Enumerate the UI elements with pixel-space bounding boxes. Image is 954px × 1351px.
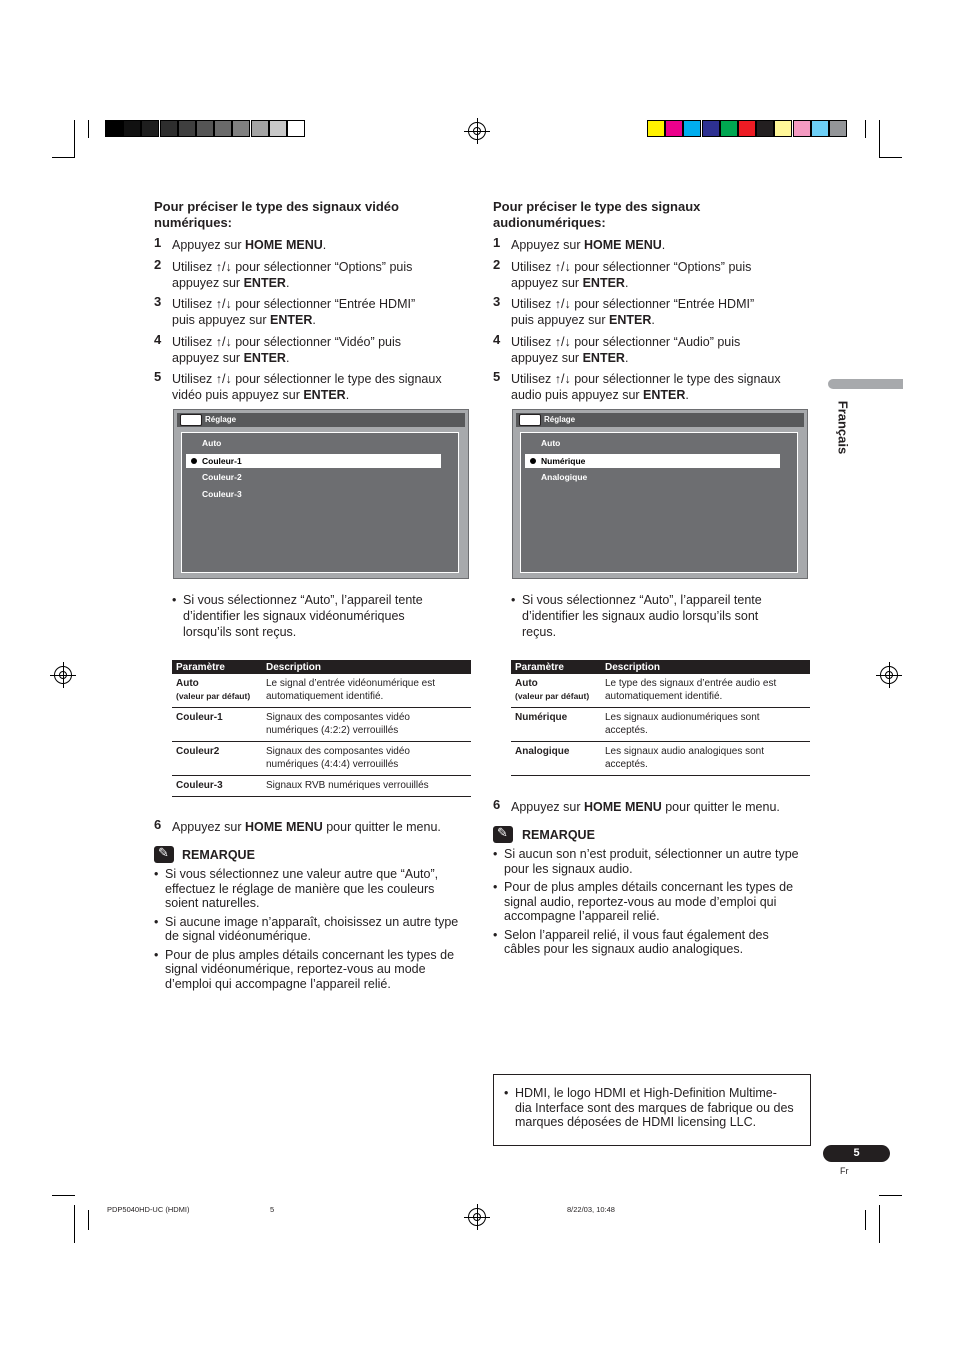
color-swatch [232,120,250,137]
screen-title-bar [516,413,804,427]
remarque-note: • Si aucun son n’est produit, sélectionner un autre type pour les signaux audio. [493,847,799,876]
screen-options-panel [520,432,798,573]
color-swatch [720,120,738,137]
screen-options-panel [181,432,459,573]
registration-mark-top-icon [468,122,486,140]
color-swatch [287,120,305,137]
menu-option[interactable]: Auto [202,438,222,448]
table-header: Description [262,660,471,674]
footer-date: 8/22/03, 10:48 [567,1205,615,1214]
trademark-box: • HDMI, le logo HDMI et High-Definition Multime- dia Interface sont des marques de fabrique ou des marques déposées de HDMI licensing LLC. [493,1074,811,1146]
color-swatch [251,120,269,137]
remarque-note: • Si aucune image n’apparaît, choisissez un autre type de signal vidéonumérique. [154,914,459,943]
left-settings-screen [173,409,469,579]
remarque-note-icon [154,846,174,863]
right-settings-screen [512,409,808,579]
settings-icon [519,414,541,426]
registration-mark-bottom-icon [468,1208,486,1226]
side-language-label: Français [835,400,851,455]
menu-option[interactable]: Numérique [525,454,780,468]
table-header: Paramètre [172,660,262,674]
screen-title: Réglage [205,415,237,424]
menu-option[interactable]: Auto [541,438,561,448]
color-swatch [665,120,683,137]
color-swatch [738,120,756,137]
side-language-tab [828,379,903,389]
color-swatch [793,120,811,137]
registration-mark-right-icon [880,666,898,684]
left-heading: Pour préciser le type des signaux vidéo numériques: [154,199,399,230]
footer-file: PDP5040HD-UC (HDMI) [107,1205,190,1214]
remarque-note: • Pour de plus amples détails concernant les types de signal audio, reportez-vous au mode d’emploi qui accompagne l’appareil relié. [493,880,794,923]
color-swatch [702,120,720,137]
color-swatch [269,120,287,137]
left-remarque-heading: REMARQUE [182,848,255,862]
menu-option[interactable]: Analogique [541,472,588,482]
right-remarque-heading: REMARQUE [522,828,595,842]
footer-page: 5 [270,1205,275,1214]
color-swatch [160,120,178,137]
menu-option[interactable]: Couleur-2 [202,472,242,482]
screen-title-bar [177,413,465,427]
page-number-badge [823,1145,890,1162]
page-number: 5 [853,1147,860,1159]
table-row: Couleur2 Signaux des composantes vidéo numériques (4:4:4) verrouillés [172,742,471,776]
page-language: Fr [840,1166,849,1176]
registration-mark-left-icon [54,666,72,684]
remarque-note: • Selon l’appareil relié, il vous faut également des câbles pour les signaux audio analogiques. [493,927,769,956]
table-row: Auto (valeur par défaut) Le signal d’entrée vidéonumérique est automatiquement identifié. [172,674,471,708]
table-row: Couleur-1 Signaux des composantes vidéo numériques (4:2:2) verrouillés [172,708,471,742]
color-swatch [105,120,123,137]
table-row: Auto (valeur par défaut) Le type des signaux d’entrée audio est automatiquement identifié. [511,674,810,708]
menu-option[interactable]: Couleur-1 [186,454,441,468]
right-parameter-table [511,660,810,776]
remarque-note: • Pour de plus amples détails concernant les types de signal vidéonumérique, reportez-vous au mode d’emploi qui accompagne l’appareil relié. [154,947,455,991]
color-swatch [123,120,141,137]
screen-title: Réglage [544,415,576,424]
color-swatch [774,120,792,137]
color-swatch [141,120,159,137]
table-header: Paramètre [511,660,601,674]
color-swatch [647,120,665,137]
table-row: Analogique Les signaux audio analogiques sont acceptés. [511,742,810,776]
remarque-note: • Si vous sélectionnez une valeur autre que “Auto”, effectuez le réglage de manière que les couleurs soient naturelles. [154,867,439,910]
color-swatch [178,120,196,137]
table-row: Numérique Les signaux audionumériques sont acceptés. [511,708,810,742]
left-parameter-table [172,660,471,797]
remarque-note-icon [493,826,513,843]
table-header: Description [601,660,810,674]
color-swatch [811,120,829,137]
settings-icon [180,414,202,426]
color-swatch [756,120,774,137]
color-swatch [829,120,847,137]
table-row: Couleur-3 Signaux RVB numériques verrouillés [172,776,471,797]
color-swatch [214,120,232,137]
color-swatch [196,120,214,137]
color-swatch [683,120,701,137]
right-heading: Pour préciser le type des signaux audionumériques: [493,199,701,230]
menu-option[interactable]: Couleur-3 [202,489,242,499]
